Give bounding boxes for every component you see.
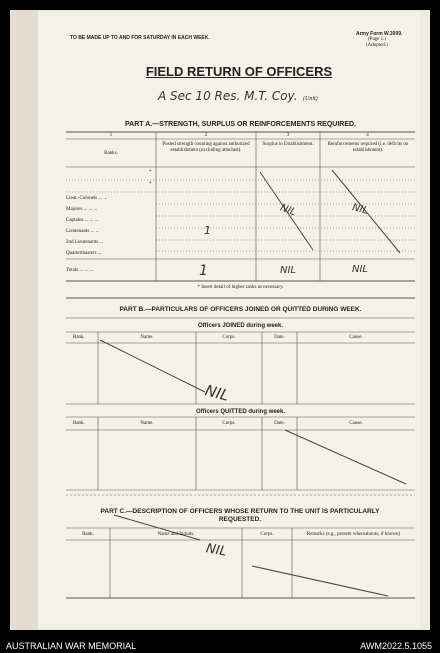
footer-accession-number: AWM2022.5.1055 bbox=[360, 641, 432, 651]
totals-label: Totals ... ... ... bbox=[66, 268, 94, 273]
instruction-text: TO BE MADE UP TO AND FOR SATURDAY IN EACH WEEK. bbox=[70, 35, 210, 41]
footnote: * Insert detail of higher ranks as necessary. bbox=[197, 285, 284, 290]
hand-total-nil-surplus: NIL bbox=[280, 265, 297, 276]
part-a-title: PART A.—STRENGTH, SURPLUS OR REINFORCEMENTS REQUIRED. bbox=[124, 121, 356, 128]
rank-row: Lieutenants ... ... bbox=[66, 229, 100, 234]
page-number: (Page 1.) bbox=[368, 37, 387, 42]
form-number: Army Form W.3009. bbox=[356, 31, 403, 37]
hand-total-nil-reinforcements: NIL bbox=[352, 264, 369, 275]
col-number-1: 1 bbox=[109, 133, 113, 138]
hand-nil-reinforcements: NIL bbox=[350, 202, 370, 217]
adopted-note: (Adopted.) bbox=[366, 43, 388, 48]
hand-nil-joined: NIL bbox=[203, 381, 231, 405]
rank-row: Quartermasters ... bbox=[66, 251, 102, 256]
col-name: Name. bbox=[140, 335, 154, 340]
hand-lieutenants-count: 1 bbox=[204, 224, 211, 237]
col-header-reinforcements: Reinforcements required (i.e. deficits on establishment). bbox=[327, 142, 409, 153]
rank-row: Lieut.-Colonels ... ... bbox=[66, 196, 108, 201]
col-number-4: 4 bbox=[366, 133, 369, 138]
col-cause: Cause. bbox=[349, 335, 363, 340]
page-title: FIELD RETURN OF OFFICERS bbox=[145, 64, 333, 79]
col-rank: Rank. bbox=[82, 532, 94, 537]
rank-row: Captains ... ... ... bbox=[66, 218, 99, 223]
rank-row: Majores ... ... ... bbox=[66, 207, 98, 212]
col-name: Name. bbox=[140, 421, 154, 426]
col-header-ranks: Ranks. bbox=[104, 151, 118, 156]
col-date: Date. bbox=[274, 421, 285, 426]
hand-nil-part-c: NIL bbox=[204, 541, 228, 560]
col-corps: Corps. bbox=[260, 532, 274, 537]
col-corps: Corps. bbox=[222, 421, 236, 426]
col-corps: Corps. bbox=[222, 335, 236, 340]
part-c-title: PART C.—DESCRIPTION OF OFFICERS WHOSE RETURN TO THE UNIT IS PARTICULARLY REQUESTED. bbox=[100, 508, 380, 523]
rank-row: 2nd Lieutenants ... bbox=[66, 240, 104, 245]
archive-footer bbox=[0, 640, 440, 653]
unit-label: (Unit) bbox=[303, 96, 318, 102]
col-number-2: 2 bbox=[204, 133, 208, 138]
asterisk: * bbox=[149, 182, 152, 187]
col-rank: Rank. bbox=[73, 421, 85, 426]
asterisk: * bbox=[149, 170, 152, 175]
col-header-surplus: Surplus to Establishment. bbox=[262, 142, 314, 147]
unit-handwritten: A Sec 10 Res. M.T. Coy. bbox=[158, 89, 298, 103]
footer-institution: AUSTRALIAN WAR MEMORIAL bbox=[6, 641, 137, 651]
col-cause: Cause. bbox=[349, 421, 363, 426]
col-name-initials: Name and Initials. bbox=[157, 532, 195, 537]
joined-title: Officers JOINED during week. bbox=[197, 323, 284, 329]
col-number-3: 3 bbox=[286, 133, 290, 138]
hand-nil-surplus: NIL bbox=[278, 202, 298, 219]
col-remarks: Remarks (e.g., present whereabouts, if known) bbox=[306, 532, 401, 537]
part-b-title: PART B.—PARTICULARS OF OFFICERS JOINED OR QUITTED DURING WEEK. bbox=[119, 306, 362, 313]
col-rank: Rank. bbox=[73, 335, 85, 340]
col-date: Date. bbox=[274, 335, 285, 340]
col-header-posted: Posted strength counting against authorized establishment (excluding attached). bbox=[162, 142, 250, 153]
hand-total-count: 1 bbox=[199, 263, 208, 279]
quitted-title: Officers QUITTED during week. bbox=[195, 409, 285, 415]
